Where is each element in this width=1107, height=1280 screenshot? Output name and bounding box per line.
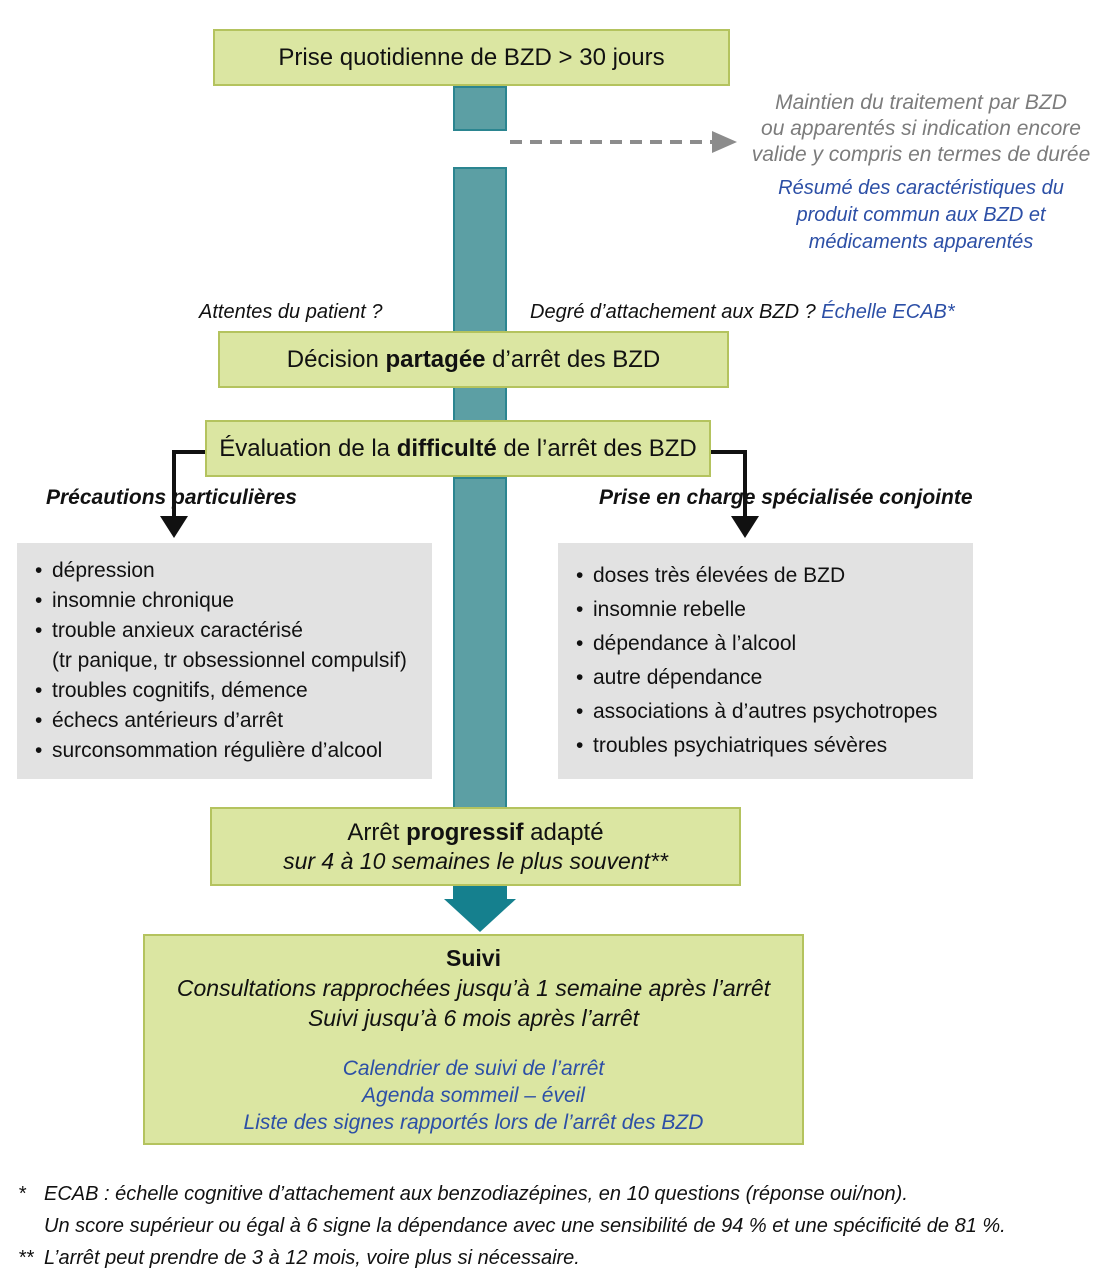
branch-label-specialized-care: Prise en charge spécialisée conjointe: [599, 486, 973, 509]
list-item: [576, 695, 967, 729]
question-bzd-attachment: [530, 301, 955, 324]
step-gradual-taper-line2: sur 4 à 10 semaines le plus souvent**: [283, 847, 668, 874]
list-item: [576, 593, 967, 627]
left-elbow-horizontal: [172, 450, 208, 454]
smpc-link-line[interactable]: Résumé des caractéristiques du: [778, 177, 1064, 199]
smpc-link-line[interactable]: produit commun aux BZD et: [796, 204, 1046, 226]
footnote-text: [44, 1242, 1100, 1274]
smpc-link[interactable]: [740, 175, 1102, 256]
left-down-arrow-icon: [160, 516, 188, 538]
bullet-icon: •: [35, 619, 43, 642]
followup-line: Consultations rapprochées jusqu’à 1 semaine après l’arrêt: [176, 975, 771, 1001]
big-down-arrow-stem: [453, 886, 507, 900]
step-difficulty-evaluation: [205, 420, 711, 477]
list-item: [576, 729, 967, 763]
evaluation-text-post: de l’arrêt des BZD: [496, 434, 697, 462]
list-item-text: insomnie rebelle: [593, 598, 746, 621]
footnote-line: L’arrêt peut prendre de 3 à 12 mois, voire plus si nécessaire.: [44, 1247, 580, 1269]
maintain-treatment-note: [740, 90, 1102, 256]
bullet-icon: •: [576, 564, 584, 587]
footnote-marker: *: [18, 1183, 26, 1205]
list-item-text: insomnie chronique: [52, 589, 235, 612]
footnote-ecab: [18, 1178, 1100, 1242]
maintain-note-line: valide y compris en termes de durée: [751, 143, 1091, 166]
list-item-text: troubles cognitifs, démence: [52, 679, 308, 702]
list-item-text: dépression: [52, 559, 155, 582]
list-item-text: trouble anxieux caractérisé: [52, 619, 303, 642]
bullet-icon: •: [35, 709, 43, 732]
bullet-icon: [35, 646, 52, 676]
list-item: [35, 676, 426, 706]
evaluation-text-pre: Évaluation de la: [219, 434, 397, 462]
right-down-arrow-icon: [731, 516, 759, 538]
smpc-link-line[interactable]: médicaments apparentés: [808, 231, 1034, 253]
list-item-text: échecs antérieurs d’arrêt: [52, 709, 284, 732]
question-patient-expectations: Attentes du patient ?: [199, 301, 383, 323]
branch-label-precautions: Précautions particulières: [46, 486, 297, 509]
taper-text-pre: Arrêt: [347, 818, 407, 846]
list-item-text: associations à d’autres psychotropes: [593, 700, 938, 723]
maintain-note-line: Maintien du traitement par BZD: [775, 91, 1067, 114]
list-item: [576, 661, 967, 695]
list-item-text: (tr panique, tr obsessionnel compulsif): [52, 649, 407, 672]
followup-line: Suivi jusqu’à 6 mois après l’arrêt: [307, 1005, 640, 1031]
panel-specialized-care-list: [558, 543, 973, 779]
list-item: [35, 646, 426, 676]
list-item: [576, 627, 967, 661]
bullet-icon: •: [35, 679, 43, 702]
footnote-line: ECAB : échelle cognitive d’attachement aux benzodiazépines, en 10 questions (réponse oui/non).: [44, 1183, 908, 1205]
bullet-icon: •: [35, 739, 43, 762]
list-item-text: doses très élevées de BZD: [593, 564, 846, 587]
list-item: [35, 616, 426, 646]
dashed-arrow-head-icon: [712, 131, 737, 153]
list-item-text: troubles psychiatriques sévères: [593, 734, 888, 757]
decision-text-pre: Décision: [286, 345, 386, 373]
followup-links: [244, 1055, 704, 1136]
footnote-text: [44, 1178, 1100, 1242]
dashed-arrow-line: [510, 140, 712, 144]
panel-precautions-list: [17, 543, 432, 779]
bullet-icon: •: [35, 559, 43, 582]
step-daily-bzd-intake: [213, 29, 730, 86]
ecab-scale-link[interactable]: Échelle ECAB*: [821, 301, 955, 323]
list-item: [35, 736, 426, 766]
withdrawal-signs-list-link[interactable]: Liste des signes rapportés lors de l’arrêt des BZD: [243, 1111, 704, 1134]
list-item-text: dépendance à l’alcool: [593, 632, 797, 655]
list-item: [576, 559, 967, 593]
list-item: [35, 556, 426, 586]
step-gradual-taper-line1: [347, 819, 603, 847]
maintain-note-line: ou apparentés si indication encore: [761, 117, 1081, 140]
footnote-marker: **: [18, 1247, 34, 1269]
evaluation-text-bold: difficulté: [396, 434, 497, 462]
list-item-text: surconsommation régulière d’alcool: [52, 739, 383, 762]
flow-connector-segment-4: [453, 477, 507, 809]
step-daily-bzd-intake-label: Prise quotidienne de BZD > 30 jours: [278, 43, 665, 71]
bullet-icon: •: [576, 598, 584, 621]
list-item: [35, 706, 426, 736]
footnote-duration: [18, 1242, 1100, 1274]
followup-title: Suivi: [446, 945, 501, 971]
sleep-wake-diary-link[interactable]: Agenda sommeil – éveil: [362, 1084, 585, 1107]
step-shared-decision: [218, 331, 729, 388]
flow-connector-segment-3: [453, 386, 507, 422]
list-item: [35, 586, 426, 616]
footnote-line: Un score supérieur ou égal à 6 signe la dépendance avec une sensibilité de 94 % et une spécificité de 81 %.: [44, 1215, 1006, 1237]
followup-calendar-link[interactable]: Calendrier de suivi de l’arrêt: [342, 1057, 605, 1080]
bullet-icon: •: [576, 734, 584, 757]
footnotes: [18, 1178, 1100, 1274]
step-gradual-taper: [210, 807, 741, 886]
taper-text-bold: progressif: [406, 818, 524, 846]
step-shared-decision-label: [287, 346, 661, 374]
right-elbow-horizontal: [709, 450, 747, 454]
bullet-icon: •: [576, 632, 584, 655]
list-item-text: autre dépendance: [593, 666, 763, 689]
question-bzd-attachment-text: Degré d’attachement aux BZD ?: [530, 301, 822, 323]
big-down-arrow-icon: [444, 899, 516, 932]
step-followup: [143, 934, 804, 1145]
flow-connector-segment-1: [453, 86, 507, 131]
bullet-icon: •: [35, 589, 43, 612]
taper-text-post: adapté: [523, 818, 604, 846]
decision-text-post: d’arrêt des BZD: [485, 345, 661, 373]
bullet-icon: •: [576, 666, 584, 689]
flow-connector-segment-2: [453, 167, 507, 333]
decision-text-bold: partagée: [385, 345, 486, 373]
step-difficulty-evaluation-label: [219, 435, 697, 463]
bullet-icon: •: [576, 700, 584, 723]
